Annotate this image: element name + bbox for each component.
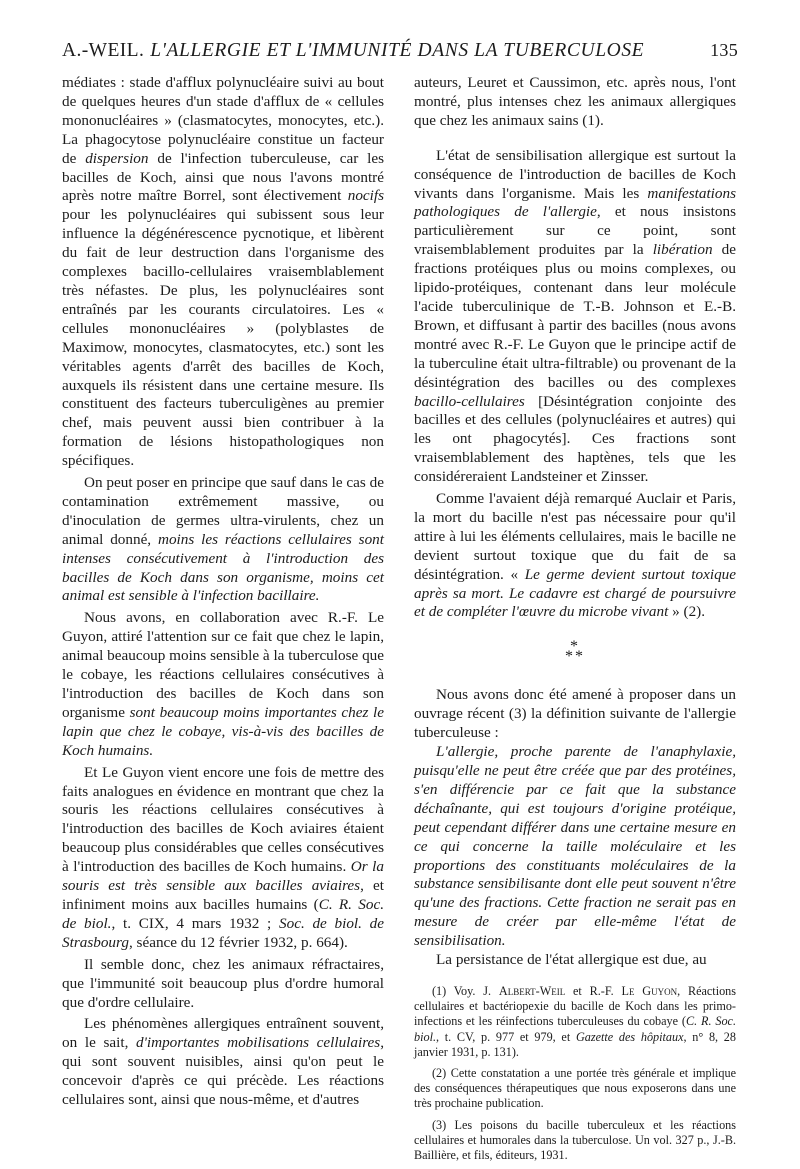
footnote: (3) Les poisons du bacille tuberculeux et les réactions cellulaires et humorales dans la tuberculose. Un vol. 327 p., J.-B. Baillière, et fils, éditeurs, 1931. bbox=[414, 1117, 736, 1162]
paragraph: Nous avons, en collaboration avec R.-F. Le Guyon, attiré l'attention sur ce fait que chez le lapin, animal beaucoup moins sensible à la tuberculose que le cobaye, les réactions cellulaires consécutives à l'introduction des bacilles de Koch dans son organisme sont beaucoup moins importantes chez le lapin que chez le cobaye, vis-à-vis des bacilles de Koch humains. bbox=[62, 609, 384, 759]
left-column bbox=[62, 74, 384, 1110]
right-column bbox=[414, 74, 736, 1169]
footnote: (1) Voy. J. Albert-Weil et R.-F. Le Guyon, Réactions cellulaires et bactériopexie du bacille de Koch dans les primo-infections et les réinfections tuberculeuses du cobaye (C. R. Soc. biol., t. CV, p. 977 et 979, et Gazette des hôpitaux, n° 8, 28 janvier 1931, p. 131). bbox=[414, 983, 737, 1059]
paragraph: Nous avons donc été amené à proposer dans un ouvrage récent (3) la définition suivante de l'allergie tuberculeuse : bbox=[414, 686, 736, 742]
paragraph: Il semble donc, chez les animaux réfractaires, que l'immunité soit beaucoup plus d'ordre humoral que d'ordre cellulaire. bbox=[62, 955, 384, 1011]
paragraph: auteurs, Leuret et Caussimon, etc. après nous, l'ont montré, plus intenses chez les animaux allergiques que chez les animaux sains (1). bbox=[414, 74, 736, 129]
paragraph: Comme l'avaient déjà remarqué Auclair et Paris, la mort du bacille n'est pas nécessaire pour qu'il attire à lui les éléments cellulaires, mais le bacille ne devient surtout toxique que du fait de sa désintégration. « Le germe devient surtout toxique après sa mort. Le cadavre est chargé de poursuivre et de compléter l'œuvre du microbe vivant » (2). bbox=[414, 490, 737, 621]
page-number: 135 bbox=[710, 40, 738, 60]
paragraph: On peut poser en principe que sauf dans le cas de contamination extrêmement massive, ou d'inoculation de germes ultra-virulents, chez un animal donné, moins les réactions cellulaires sont intenses consécutivement à l'introduction des bacilles de Koch dans son organisme, moins cet animal est sensible à l'infection bacillaire. bbox=[62, 474, 384, 605]
header-title: L'ALLERGIE ET L'IMMUNITÉ DANS LA TUBERCULOSE bbox=[150, 40, 645, 61]
running-header bbox=[62, 40, 738, 62]
footnotes bbox=[414, 984, 736, 1163]
definition-paragraph: L'allergie, proche parente de l'anaphylaxie, puisqu'elle ne peut être créée que par des protéines, s'en différencie par ce fait que la substance déchaînante, qui est toujours d'origine protéique, peut cependant différer dans une certaine mesure en ce qui concerne la taille moléculaire et les proportions des constituants moléculaires de la substance sensibilisante dont elle peut souvent n'être qu'une des fractions. Cette fraction ne serait pas en mesure de créer par elle-même l'état de sensibilisation. bbox=[414, 743, 736, 950]
paragraph: L'état de sensibilisation allergique est surtout la conséquence de l'introduction de bacilles de Koch vivants dans l'organisme. Mais les manifestations pathologiques de l'allergie, et nous insistons particulièrement sur ce point, sont vraisemblablement produites par la libération de fractions protéiques plus ou moins complexes, ou lipido-protéiques, contenant dans leur molécule l'acide tuberculinique de T.-B. Johnson et E.-B. Brown, et diffusant à partir des bacilles (nous avons montré avec R.-F. Le Guyon que le principe actif de la tuberculine était ultra-filtrable) ou provenant de la désintégration des bacilles ou des complexes bacillo-cellulaires [Désintégration conjointe des bacilles et des cellules (polynucléaires et autres) qui les ont phagocytés]. Ces fractions sont vraisemblablement des haptènes, tels que les considéreraient Landsteiner et Zinsser. bbox=[414, 146, 736, 486]
section-separator: * ** bbox=[565, 638, 585, 666]
paragraph: Et Le Guyon vient encore une fois de mettre des faits analogues en évidence en montrant que chez la souris les réactions cellulaires consécutives à l'introduction des bacilles de Koch aviaires étaient beaucoup plus considérables que celles consécutives à l'introduction des bacilles de Koch humains. Or la souris est très sensible aux bacilles aviaires, et infiniment moins aux bacilles humains (C. R. Soc. de biol., t. CIX, 4 mars 1932 ; Soc. de biol. de Strasbourg, séance du 12 février 1932, p. 664). bbox=[62, 763, 384, 951]
header-author: A.-WEIL. bbox=[62, 40, 145, 61]
paragraph: La persistance de l'état allergique est due, au bbox=[436, 951, 707, 969]
paragraph: Les phénomènes allergiques entraînent souvent, on le sait, d'importantes mobilisations cellulaires, qui sont souvent nuisibles, ainsi qu'on peut le concevoir d'après ce qui précède. Les réactions cellulaires sont, ainsi que nous-même, et d'autres bbox=[62, 1015, 384, 1109]
footnote: (2) Cette constatation a une portée très générale et implique des conséquences thérapeutiques que nous exposerons dans une très prochaine publication. bbox=[414, 1065, 736, 1111]
paragraph: médiates : stade d'afflux polynucléaire suivi au bout de quelques heures d'un stade d'afflux de « cellules mononucléaires » (clasmatocytes, monocytes, etc.). La phagocytose polynucléaire constitue un facteur de dispersion de l'infection tuberculeuse, car les bacilles de Koch, ainsi que nous l'avons montré après notre maître Borrel, sont électivement nocifs pour les polynucléaires qui subissent sous leur influence la dégénérescence pycnotique, et libèrent du fait de leur destruction dans l'organisme des complexes bacillo-cellulaires vraisemblablement très néfastes. De plus, les polynucléaires sont entraînés par les courants circulatoires. Les « cellules mononucléaires » (polyblastes de Maximow, monocytes, clasmatocytes, etc.) sont les véritables agents d'arrêt des bacilles de Koch, auxquels ils résistent dans une certaine mesure. Ils constituent des facteurs tuberculigènes au premier chef, mais peuvent aussi bien contribuer à la formation de lésions histopathologiques non spécifiques. bbox=[62, 74, 384, 470]
